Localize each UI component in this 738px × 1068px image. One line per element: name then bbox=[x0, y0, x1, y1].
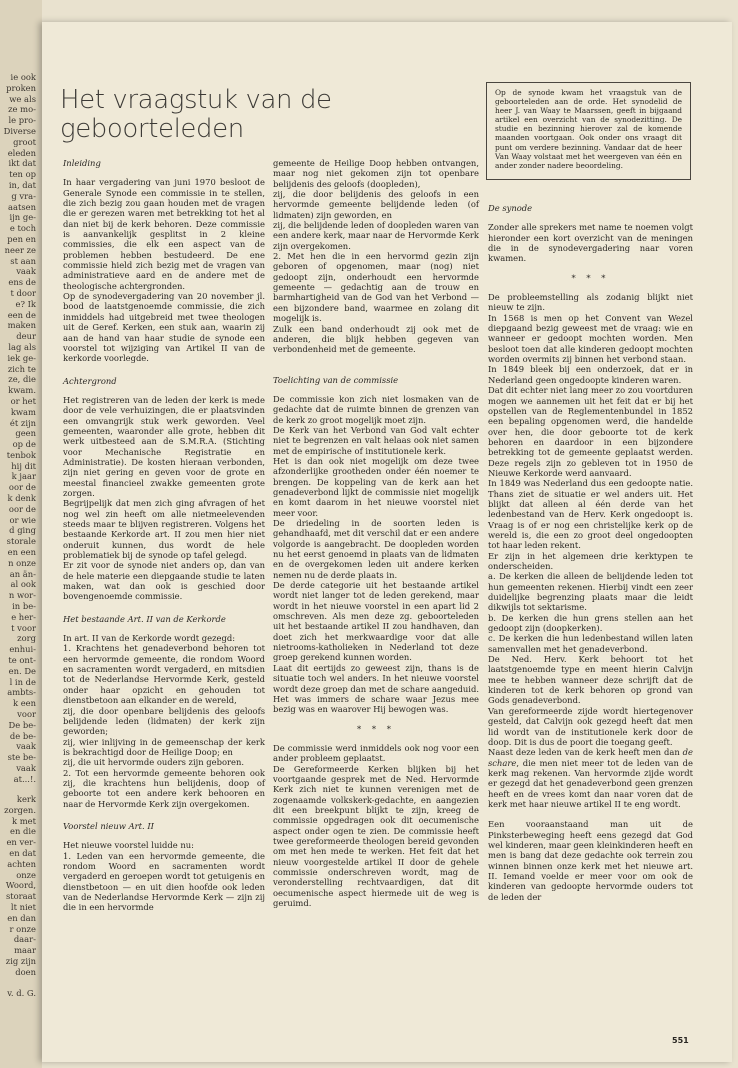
paragraph: De probleemstelling als zodanig blijkt niet nieuw te zijn. bbox=[488, 292, 693, 313]
text-fragment: Naast deze leden van de kerk heeft men dan bbox=[488, 747, 683, 758]
paragraph: De Ned. Herv. Kerk behoort tot het laatstgenoemde type en meent hierin Calvijn mee te hebben wanneer deze schrijft dat de kinderen tot de kerk behoren op grond van Gods genadeverbond. bbox=[488, 654, 693, 706]
paragraph: De commissie werd inmiddels ook nog voor een ander probleem geplaatst. bbox=[273, 742, 479, 764]
gutter-line: ie ook bbox=[10, 72, 36, 82]
gutter-line: De be- bbox=[8, 719, 36, 730]
gutter-line: vaak bbox=[16, 763, 36, 773]
gutter-line: deur bbox=[16, 331, 36, 342]
gutter-line: ens de bbox=[8, 277, 36, 288]
paragraph: Zulk een band onderhoudt zij ook met de anderen, die blijk hebben gegeven van verbondenheid met de gemeente. bbox=[273, 323, 479, 355]
gutter-line: in, dat bbox=[8, 179, 36, 190]
previous-page-gutter bbox=[0, 0, 42, 1068]
heading-synode: De synode bbox=[488, 203, 533, 213]
gutter-line: onze bbox=[16, 869, 36, 880]
paragraph: 1. Krachtens het genadeverbond behoren tot een hervormde gemeente, die rondom Woord en sacramenten wordt vergaderd, en mitsdien tot de Nederlandse Hervormde Kerk, gesteld onder haar opzicht en gehouden tot dienstbetoon aan elkander en de wereld, bbox=[63, 643, 265, 706]
paragraph: In 1568 is men op het Convent van Wezel diepgaand bezig geweest met de vraag: wie en wanneer er gedoopt mochten worden. Men besloot toen dat alle kinderen gedoopt mochten worden overmits zij binnen het verbond staan. bbox=[488, 312, 693, 365]
column-2 bbox=[273, 158, 479, 908]
emphasis-de-schare: de schare bbox=[488, 747, 693, 768]
gutter-line: ijn ge- bbox=[9, 212, 36, 223]
gutter-line: an än- bbox=[9, 568, 36, 579]
gutter-line: ze mo- bbox=[8, 104, 36, 115]
paragraph: c. De kerken die hun ledenbestand willen laten samenvallen met het genadeverbond. bbox=[488, 633, 693, 654]
text-fragment: , die men niet meer tot de leden van de kerk mag rekenen. Van hervormde zijde wordt er gezegd dat het genadeverbond geen grenzen heeft en de vrees komt dan naar voren dat de kerk met haar nieuwe artikel II te eng wordt. bbox=[488, 757, 693, 809]
gutter-line bbox=[0, 978, 36, 989]
heading-voorstel: Voorstel nieuw Art. II bbox=[63, 820, 154, 831]
gutter-line: enhui- bbox=[9, 644, 36, 655]
paragraph: In 1849 bleek bij een onderzoek, dat er in Nederland geen ongedoopte kinderen waren. bbox=[488, 364, 693, 385]
gutter-line: iek ge- bbox=[7, 352, 36, 363]
gutter-line: lt niet bbox=[10, 901, 36, 912]
gutter-line: zig zijn bbox=[5, 955, 36, 966]
paragraph: Het is dan ook niet mogelijk om deze twee afzonderlijke grootheden onder één noemer te brengen. De koppeling van de kerk aan het genadeverbond lijkt de commissie niet mogelijk en komt daarom in het nieuwe voorstel niet meer voor. bbox=[273, 455, 479, 518]
paragraph: zij, die door belijdenis des geloofs in een hervormde gemeente belijdende leden (of lidmaten) zijn geworden, en bbox=[273, 189, 479, 220]
gutter-line: hij dit bbox=[11, 460, 36, 471]
paragraph: De Kerk van het Verbond van God valt echter niet te begrenzen en valt helaas ook niet samen met de empirische of institutionele kerk. bbox=[273, 424, 479, 456]
gutter-line: t voor bbox=[11, 622, 36, 633]
gutter-line: pen en bbox=[7, 233, 36, 244]
gutter-line: n wor- bbox=[8, 590, 36, 601]
column-1 bbox=[63, 158, 265, 913]
gutter-line: ambts- bbox=[7, 687, 36, 698]
paragraph: In art. II van de Kerkorde wordt gezegd: bbox=[63, 633, 236, 644]
gutter-line: de be- bbox=[9, 730, 36, 741]
paragraph: 2. Tot een hervormde gemeente behoren ook zij, die krachtens hun belijdenis, doop of geboorte tot een andere kerk behooren en naar de Hervormde Kerk zijn overgekomen. bbox=[63, 767, 265, 809]
gutter-line: en dat bbox=[9, 847, 36, 858]
gutter-line: r onze bbox=[9, 923, 36, 934]
gutter-line: een de bbox=[7, 309, 36, 320]
paragraph: De Gereformeerde Kerken blijken bij het voortgaande gesprek met de Ned. Hervormde Kerk zich niet te kunnen verenigen met de zogenaamde volkskerk-gedachte, en aangezien dit een breekpunt blijkt te zijn, kreeg de commissie opgedragen ook dit oecumenische aspect onder ogen te zien. De commissie heeft twee gereformeerde theologen bereid gevonden om met hen mede te werken. Het feit dat het nieuw voorgestelde artikel II door de gehele commissie onderschreven wordt, mag de veronderstelling rechtvaardigen, dat dit oecumenische aspect hiermede uit de weg is geruimd. bbox=[273, 763, 479, 909]
gutter-line: en. De bbox=[8, 665, 36, 676]
gutter-line: kerk bbox=[16, 794, 36, 804]
gutter-line: voor bbox=[17, 709, 36, 720]
gutter-line: Woord, bbox=[5, 880, 36, 891]
gutter-line: oor de bbox=[8, 503, 36, 514]
gutter-line: we als bbox=[9, 93, 36, 104]
gutter-line: e toch bbox=[9, 223, 36, 234]
gutter-line: k een bbox=[12, 698, 36, 709]
gutter-line: tenbok bbox=[6, 449, 36, 460]
gutter-line: zich te bbox=[7, 363, 36, 374]
paragraph: Begrijpelijk dat men zich ging afvragen of het nog wel zin heeft om alle nietmeelevenden steeds maar te blijven registreren. Volgens het bestaande Kerkorde art. II zou men hier niet onderuit kunnen, dus wordt de hele problematiek bij de synode op tafel gelegd. bbox=[63, 498, 265, 561]
paragraph: 2. Met hen die in een hervormd gezin zijn geboren of opgenomen, maar (nog) niet gedoopt zijn, onderhoudt een hervormde gemeente — gedachtig aan de trouw en barmhartigheid van de God van het Verbond — een bijzondere band, waarmee en zolang dit mogelijk is. bbox=[273, 251, 479, 324]
paragraph: Een vooraanstaand man uit de Pinksterbeweging heeft eens gezegd dat God wel kinderen, maar geen kleinkinderen heeft en men is bang dat deze gedachte ook terrein zou winnen binnen onze kerk met het nieuwe art. II. Iemand voelde er meer voor om ook de kinderen van gedoopte hervormde ouders tot de leden der bbox=[488, 819, 693, 902]
paragraph: In 1849 was Nederland dus een gedoopte natie. Thans ziet de situatie er wel anders uit. Het blijkt dat alleen al één derde van het ledenbestand van de Herv. Kerk ongedoopt is. Vraag is of er nog een christelijke kerk op de wereld is, die een zo groot deel ongedoopten tot haar leden rekent. bbox=[488, 478, 693, 551]
section-divider-stars: * * * bbox=[357, 723, 395, 734]
gutter-text-upper bbox=[0, 72, 36, 785]
gutter-line: op de bbox=[12, 439, 36, 450]
paragraph: In haar vergadering van juni 1970 besloot de Generale Synode een commissie in te stellen, die zich bezig zou gaan houden met de vragen die er gerezen waren met betrekking tot het al dan niet bij de kerk behoren. Deze commissie is aanvankelijk gesplitst in 2 kleine commissies, die elk een aspect van de problemen hebben bestudeerd. De ene commissie hield zich bezig met de vragen van administratieve aard en de andere met de theologische achtergronden. bbox=[63, 177, 265, 291]
gutter-line: at...!. bbox=[13, 773, 36, 784]
gutter-line: al ook bbox=[10, 579, 36, 590]
intro-box-text: Op de synode kwam het vraagstuk van de geboorteleden aan de orde. Het synodelid de heer J. van Waay te Maarssen, geeft in bijgaand artikel een overzicht van de synodezitting. De studie en bezinning hierover zal de komende maanden voortgaan. Ook onder ons vraagt dit punt om verdere bezinning. Vandaar dat de heer Van Waay volstaat met het weergeven van één en ander zonder nadere beoordeling. bbox=[495, 88, 682, 170]
gutter-line: ste be- bbox=[7, 752, 36, 763]
paragraph: Zonder alle sprekers met name te noemen volgt hieronder een kort overzicht van de meningen die in de synodevergadering naar voren kwamen. bbox=[488, 222, 693, 264]
gutter-line: groot bbox=[13, 136, 36, 147]
paragraph: zij, die belijdende leden of doopleden waren van een andere kerk, maar naar de Hervormde Kerk zijn overgekomen. bbox=[273, 220, 479, 251]
gutter-line: eleden bbox=[7, 147, 36, 158]
paragraph: Van gereformeerde zijde wordt hiertegenover gesteld, dat Calvijn ook gezegd heeft dat men lid wordt van de institutionele kerk door de doop. Dit is dus de poort die toegang geeft. bbox=[488, 705, 693, 747]
gutter-line: ze, die bbox=[8, 374, 36, 385]
gutter-line: vaak bbox=[16, 266, 36, 277]
column-3 bbox=[488, 203, 693, 902]
gutter-text-lower bbox=[0, 794, 36, 999]
gutter-line: n onze bbox=[8, 557, 36, 568]
gutter-line: ét zijn bbox=[9, 417, 36, 428]
gutter-line: neer ze bbox=[4, 244, 36, 255]
article-title: Het vraagstuk van de geboorteleden bbox=[60, 85, 332, 144]
paragraph bbox=[488, 747, 693, 809]
heading-achtergrond: Achtergrond bbox=[63, 375, 117, 386]
gutter-line: or wie bbox=[9, 514, 36, 525]
gutter-line: te ont- bbox=[8, 655, 36, 666]
gutter-line: en een bbox=[7, 547, 36, 558]
gutter-line: oor de bbox=[8, 482, 36, 493]
gutter-line: Diverse bbox=[3, 125, 36, 136]
paragraph: Het registreren van de leden der kerk is mede door de vele verhuizingen, die er plaatsvinden een omvangrijk stuk werk geworden. Veel gemeenten, waaronder alle grote, hebben dit werk uitbesteed aan de S.M.R.A. (Stichting voor Mechanische Registratie en Administratie). De kosten hieraan verbonden, zijn niet gering en geven voor de grote en meestal financieel zwakke gemeenten grote zorgen. bbox=[63, 394, 265, 498]
paragraph: b. De kerken die hun grens stellen aan het gedoopt zijn (doopkerken). bbox=[488, 612, 693, 634]
gutter-line: storale bbox=[6, 536, 36, 547]
gutter-line: maken bbox=[7, 320, 36, 331]
gutter-line: in be- bbox=[12, 601, 36, 612]
gutter-line: kwam bbox=[10, 406, 36, 417]
gutter-line: t door bbox=[10, 287, 36, 298]
gutter-line: en dan bbox=[7, 912, 36, 923]
gutter-line: zorg bbox=[17, 633, 36, 644]
paragraph: a. De kerken die alleen de belijdende leden tot hun gemeenten rekenen. Hierbij vindt een zeer duidelijke begrenzing plaats maar die leidt dikwijls tot sektarisme. bbox=[488, 571, 693, 613]
gutter-line: en die bbox=[9, 826, 36, 837]
paragraph: De commissie kon zich niet losmaken van de gedachte dat de ruimte binnen de grenzen van de kerk zo groot mogelijk moet zijn. bbox=[273, 393, 479, 425]
gutter-line: kwam. bbox=[8, 385, 36, 396]
gutter-line: zorgen. bbox=[4, 804, 36, 815]
gutter-line: ten op bbox=[9, 169, 36, 180]
gutter-line: ikt dat bbox=[8, 158, 36, 169]
gutter-line: st aan bbox=[10, 255, 36, 266]
gutter-line: l in de bbox=[9, 676, 36, 687]
gutter-line: or het bbox=[10, 395, 36, 406]
paragraph: Er zijn in het algemeen drie kerktypen te onderscheiden. bbox=[488, 550, 693, 571]
paragraph: Dat dit echter niet lang meer zo zou voortduren mogen we aannemen uit het feit dat er bij het opstellen van de Reglementenbundel in 1852 een bepaling opgenomen werd, die handelde over hen, die door geboorte tot de kerk behoren en daardoor in een bijzondere betrekking tot de gemeente geplaatst werden. Deze regels zijn zo gebleven tot in 1950 de Nieuwe Kerkorde werd aanvaard. bbox=[488, 385, 693, 478]
gutter-line: daar- bbox=[13, 934, 36, 945]
paragraph: Op de synodevergadering van 20 november jl. bood de laatstgenoemde commissie, die zich inmiddels had uitgebreid met twee theologen uit de Geref. Kerken, een stuk aan, waarin zij aan de hand van haar studie de synode een voorstel tot wijziging van Artikel II van de kerkorde voorlegde. bbox=[63, 291, 265, 364]
gutter-line: k met bbox=[11, 815, 36, 826]
paragraph: De driedeling in de soorten leden is gehandhaafd, met dit verschil dat er een andere volgorde is aangebracht. De doopleden worden nu het eerst genoemd in plaats van de lidmaten en de overgekomen leden uit andere kerken nemen nu de derde plaats in. bbox=[273, 518, 479, 580]
gutter-line: k jaar bbox=[11, 471, 36, 482]
section-divider-stars: * * * bbox=[571, 272, 610, 283]
gutter-line: lag als bbox=[8, 341, 36, 352]
gutter-line: e her- bbox=[11, 611, 36, 622]
heading-bestaande-art: Het bestaande Art. II van de Kerkorde bbox=[63, 613, 226, 624]
paragraph: 1. Leden van een hervormde gemeente, die rondom Woord en sacramenten wordt vergaderd en geroepen wordt tot getuigenis en dienstbetoon — en uit dien hoofde ook leden van de Nederlandse Hervormde Kerk — zijn zij die in een hervormde bbox=[63, 850, 265, 913]
paragraph: zij, die uit hervormde ouders zijn geboren. bbox=[63, 757, 245, 768]
gutter-line: vaak bbox=[16, 741, 36, 752]
gutter-line: le pro- bbox=[8, 115, 36, 126]
heading-inleiding: Inleiding bbox=[63, 158, 101, 168]
paragraph: Laat dit eertijds zo geweest zijn, thans is de situatie toch wel anders. In het nieuwe voorstel wordt deze groep dan met de schare aangeduid. Het was immers de schare waar Jezus mee bezig was en waarover Hij bewogen was. bbox=[273, 662, 479, 715]
heading-toelichting: Toelichting van de commissie bbox=[273, 374, 399, 385]
page-number: 551 bbox=[672, 1036, 689, 1045]
paragraph: zij, die door openbare belijdenis des geloofs belijdende leden (lidmaten) der kerk zijn geworden; bbox=[63, 705, 265, 737]
paragraph: Het nieuwe voorstel luidde nu: bbox=[63, 840, 194, 851]
paragraph: gemeente de Heilige Doop hebben ontvangen, maar nog niet gekomen zijn tot openbare belijdenis des geloofs (doopleden), bbox=[273, 158, 479, 189]
gutter-line: aatsen bbox=[8, 201, 36, 212]
gutter-line: e? Ik bbox=[15, 298, 36, 309]
gutter-line: storaat bbox=[5, 891, 36, 902]
gutter-line: g vra- bbox=[11, 190, 36, 201]
gutter-line: maar bbox=[14, 945, 36, 956]
gutter-line: doen bbox=[15, 966, 36, 977]
intro-box bbox=[486, 82, 691, 180]
gutter-line: proken bbox=[6, 82, 36, 93]
gutter-line: en ver- bbox=[6, 837, 36, 848]
paragraph: Er zit voor de synode niet anders op, dan van de hele materie een diepgaande studie te laten maken, wat dan ook is geschied door bovengenoemde commissie. bbox=[63, 560, 265, 602]
gutter-line: geen bbox=[15, 428, 36, 439]
paragraph: De derde categorie uit het bestaande artikel wordt niet langer tot de leden gerekend, maar wordt in het nieuwe voorstel in een apart lid 2 omschreven. Als men deze zg. geboorteleden uit het bestaande artikel II zou handhaven, dan doet zich het merkwaardige voor dat alle nietrooms-katholieken in Nederland tot deze groep gerekend kunnen worden. bbox=[273, 580, 479, 663]
gutter-line: k denk bbox=[7, 493, 36, 504]
gutter-line: d ging bbox=[9, 525, 36, 536]
gutter-line: v. d. G. bbox=[7, 988, 36, 999]
paragraph: zij, wier inlijving in de gemeenschap der kerk is bekrachtigd door de Heilige Doop; en bbox=[63, 736, 265, 757]
gutter-line: achten bbox=[7, 858, 36, 869]
